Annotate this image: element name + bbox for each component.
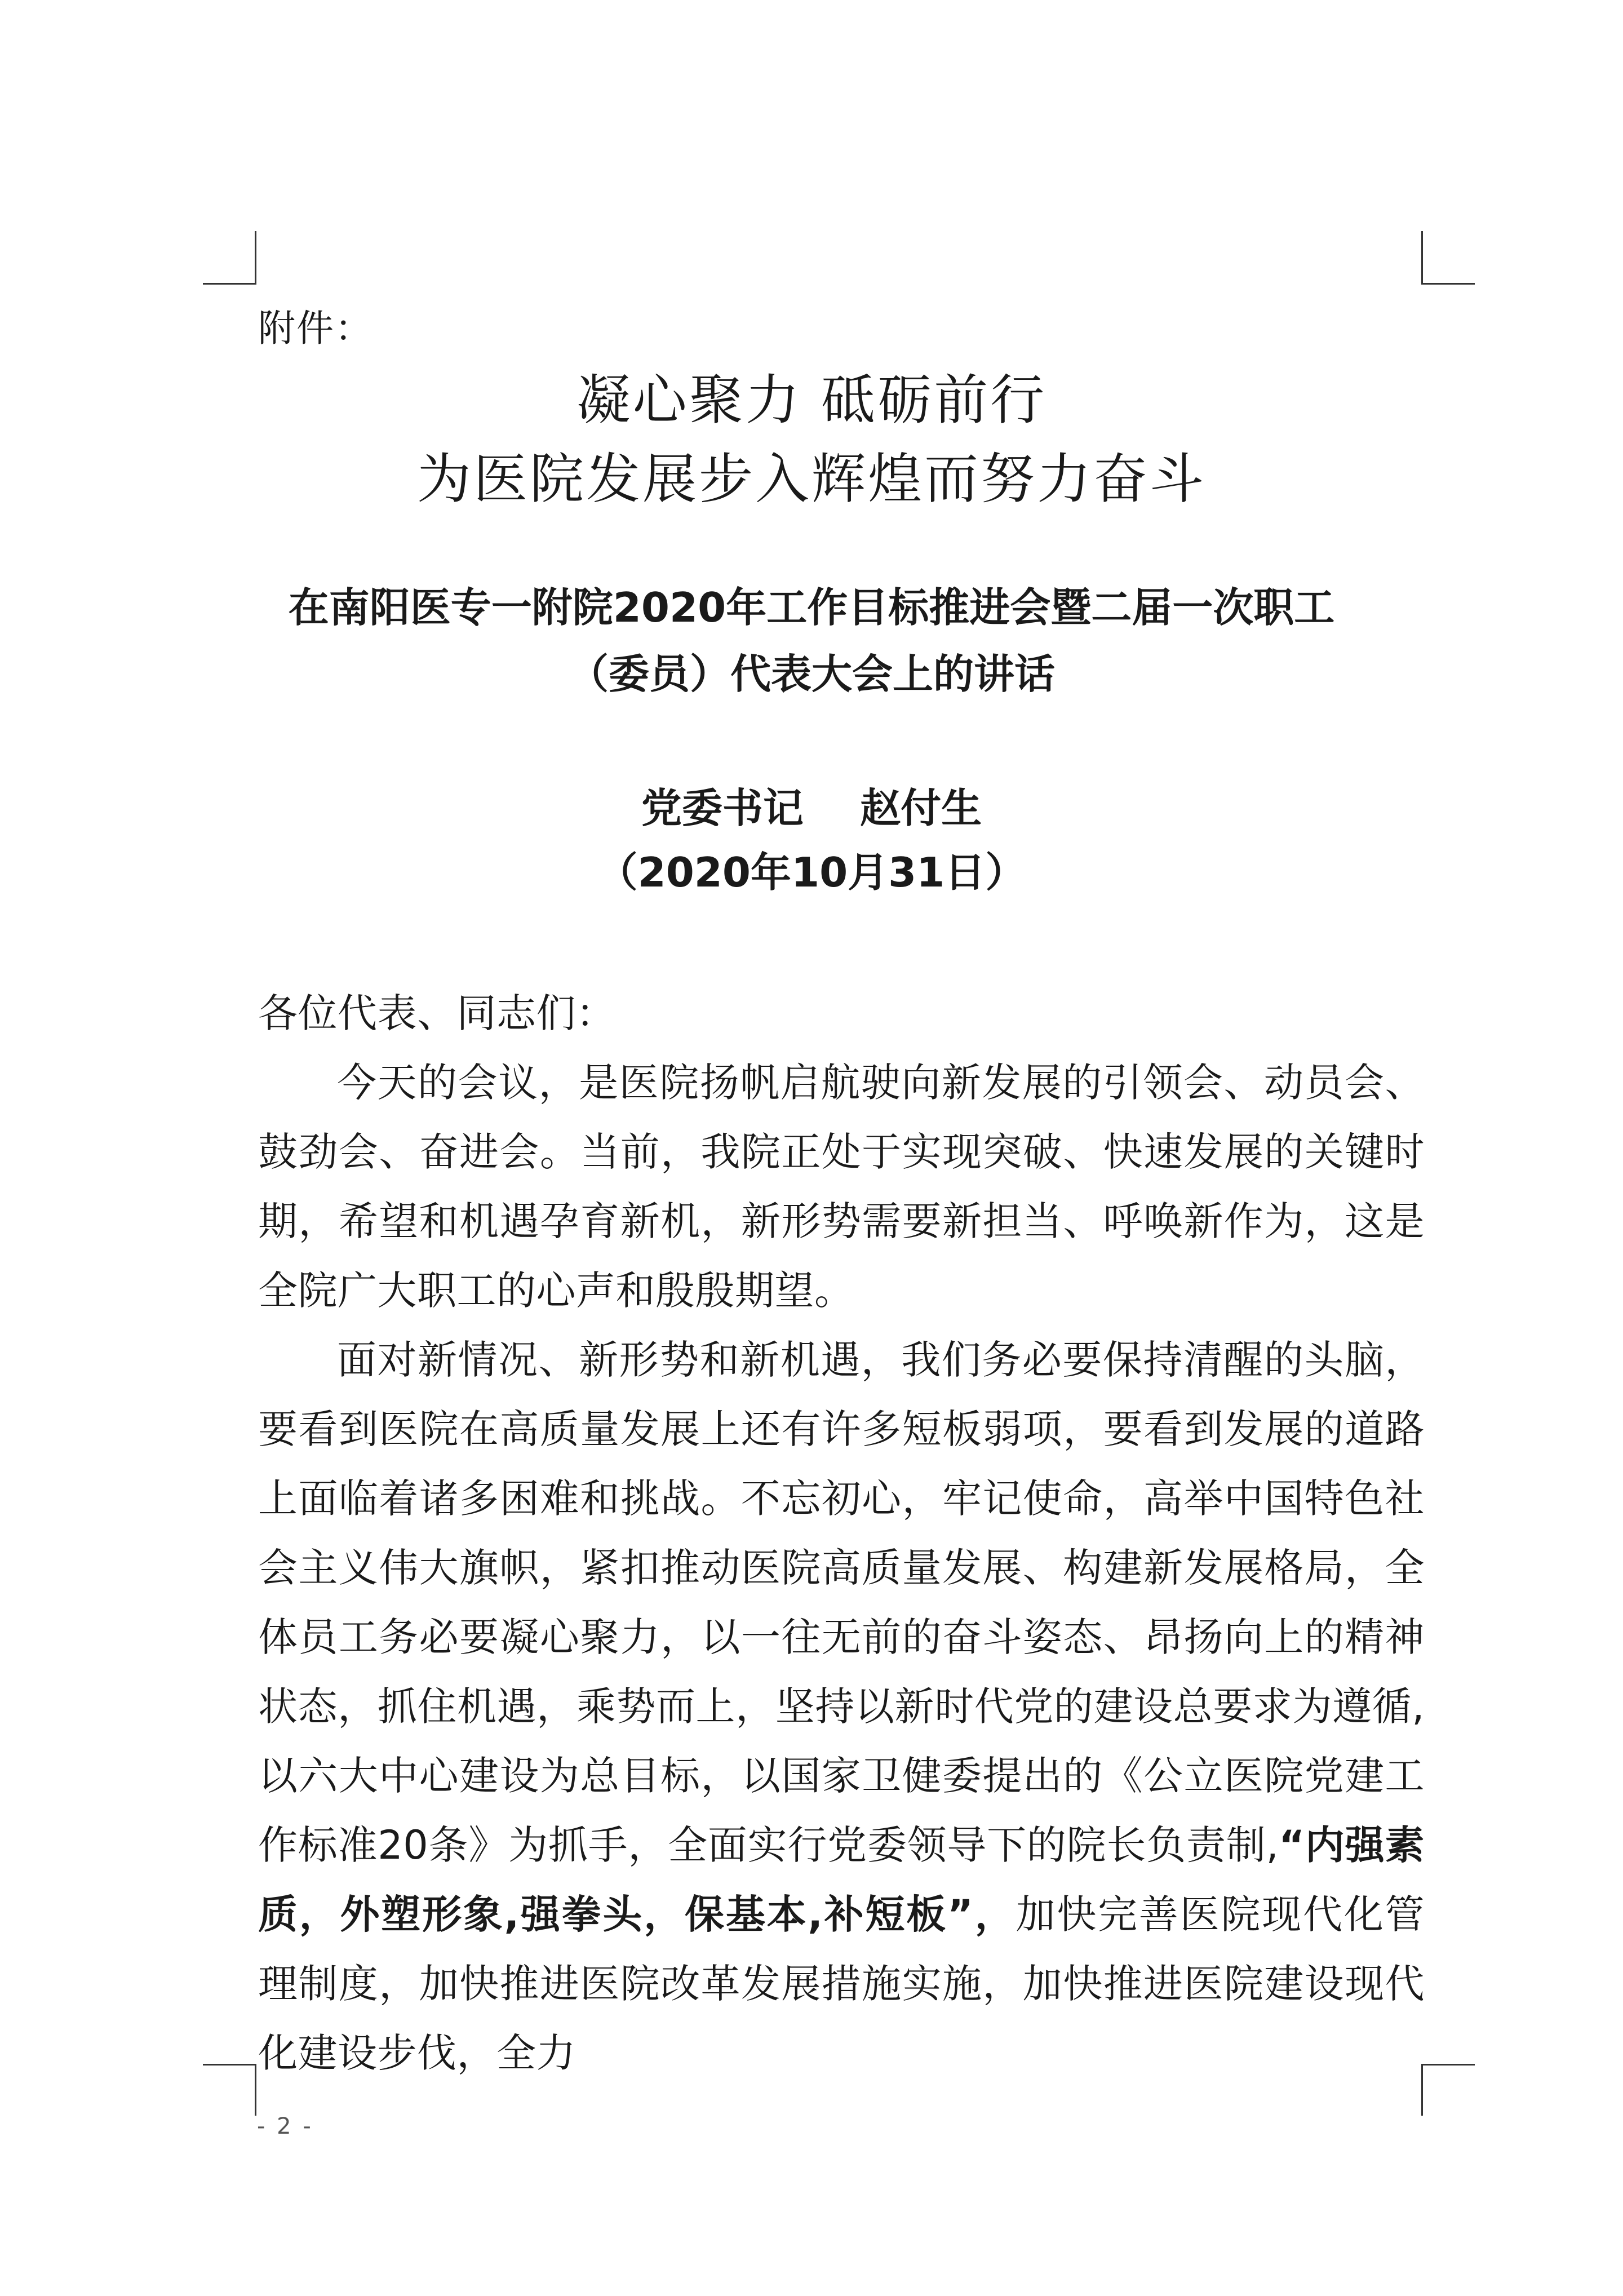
crop-mark-bottom-left [203, 2064, 256, 2065]
crop-mark-top-left [255, 231, 256, 283]
body-paragraph-2 [258, 1326, 1425, 2088]
salutation: 各位代表、同志们： [258, 990, 616, 1036]
paragraph-2-bold-slogan: “内强素质，外塑形象,强拳头，保基本,补短板”， [258, 1822, 1425, 1938]
document-title-line-2: 为医院发展步入辉煌而努力奋斗 [417, 447, 1206, 511]
speech-subtitle-line-1: 在南阳医专一附院2020年工作目标推进会暨二届一次职工 [288, 584, 1335, 631]
paragraph-2-text-end: 加快完善医院现代化管理制度，加快推进医院改革发展措施实施，加快推进医院建设现代化建设步伐，全力 [258, 1891, 1425, 2076]
crop-mark-top-right [1421, 231, 1423, 283]
speech-subtitle-line-2: （委员）代表大会上的讲话 [567, 650, 1055, 698]
paragraph-2-text-start: 面对新情况、新形势和新机遇，我们务必要保持清醒的头脑，要看到医院在高质量发展上还有许多短板弱项，要看到发展的道路上面临着诸多困难和挑战。不忘初心，牢记使命，高举中国特色社会主义伟大旗帜，紧扣推动医院高质量发展、构建新发展格局，全体员工务必要凝心聚力，以一往无前的奋斗姿态、昂扬向上的精神状态，抓住机遇，乘势而上，坚持以新时代党的建设总要求为遵循,以六大中心建设为总目标，以国家卫健委提出的《公立医院党建工作标准20条》为抓手，全面实行党委领导下的院长负责制, [258, 1337, 1425, 1868]
attachment-label: 附件： [258, 307, 373, 350]
crop-mark-top-left [203, 283, 256, 285]
crop-mark-bottom-right [1421, 2064, 1475, 2065]
speaker-name: 党委书记 赵付生 [641, 784, 982, 832]
document-title-line-1: 凝心聚力 砥砺前行 [576, 369, 1047, 432]
speech-date: （2020年10月31日） [597, 849, 1026, 896]
page-number: - 2 - [257, 2113, 313, 2139]
crop-mark-bottom-left [255, 2064, 256, 2116]
body-paragraph-1: 今天的会议，是医院扬帆启航驶向新发展的引领会、动员会、鼓劲会、奋进会。当前，我院正处于实现突破、快速发展的关键时期，希望和机遇孕育新机，新形势需要新担当、呼唤新作为，这是全院广大职工的心声和殷殷期望。 [258, 1060, 1425, 1314]
crop-mark-top-right [1421, 283, 1475, 285]
